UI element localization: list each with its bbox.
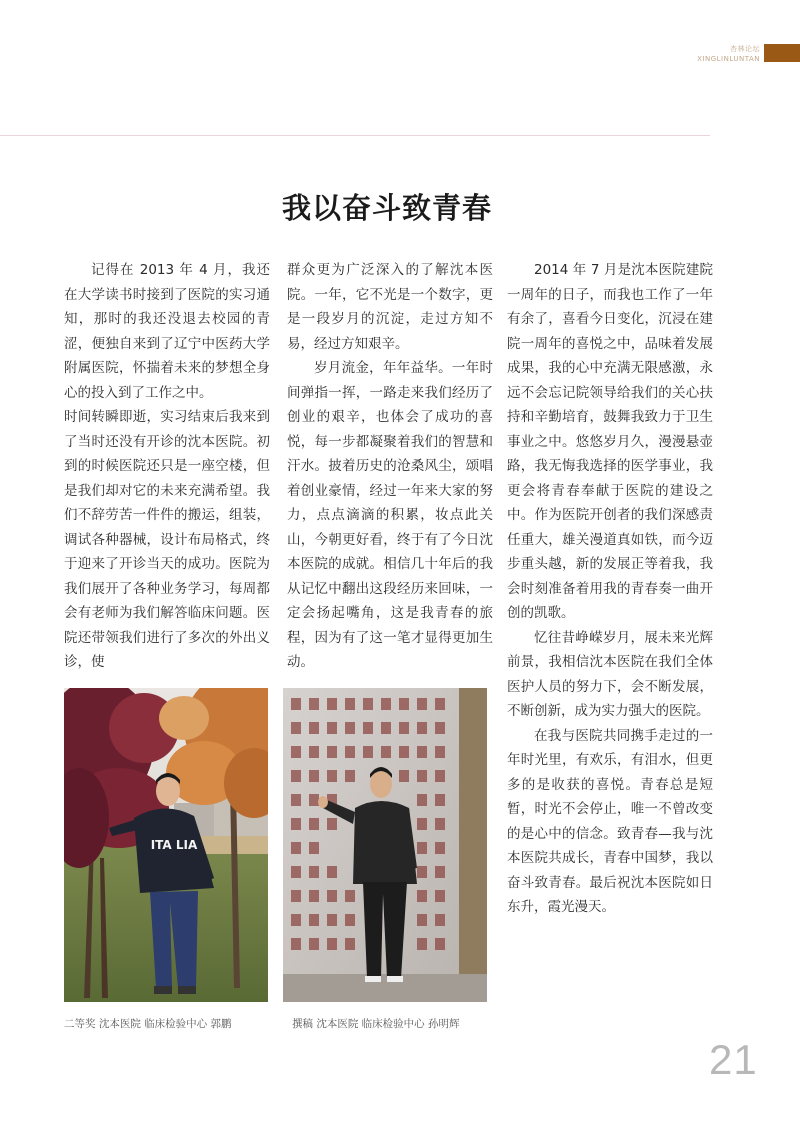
paragraph: 忆往昔峥嵘岁月，展未来光辉前景，我相信沈本医院在我们全体医护人员的努力下，会不断发展，不断创新，成为实力强大的医院。 <box>507 629 713 719</box>
header-divider <box>0 135 710 136</box>
paragraph: 记得在 2013 年 4 月，我还在大学读书时接到了医院的实习通知，那时的我还没退去校园的青涩，便独自来到了辽宁中医药大学附属医院，怀揣着未来的梦想全身心的投入到了工作之中。 <box>64 262 270 401</box>
photo-caption: 二等奖 沈本医院 临床检验中心 郭鹏 <box>64 1018 232 1030</box>
article-column-3 <box>507 258 713 920</box>
section-name-cn: 杏林论坛 <box>730 45 760 53</box>
article-column-2 <box>287 258 493 675</box>
header-accent-bar <box>764 44 800 62</box>
shirt-text: ITA LIA <box>150 838 198 852</box>
page-number: 21 <box>709 1036 758 1083</box>
paragraph: 时间转瞬即逝，实习结束后我来到了当时还没有开诊的沈本医院。初到的时候医院还只是一座空楼，但是我们却对它的未来充满希望。我们不辞劳苦一件件的搬运，组装，调试各种器械，设计布局格式，终于迎来了开诊当天的成功。医院为我们展开了各种业务学习，每周都会有老师为我们解答临床问题。医院还带领我们进行了多次的外出义诊，使 <box>64 409 270 670</box>
article-column-1 <box>64 258 270 675</box>
section-header <box>697 44 760 64</box>
photo-caption: 撰稿 沈本医院 临床检验中心 孙明辉 <box>292 1018 460 1030</box>
section-name-en: XINGLINLUNTAN <box>697 55 760 63</box>
article-title: 我以奋斗致青春 <box>281 191 492 225</box>
paragraph: 群众更为广泛深入的了解沈本医院。一年，它不光是一个数字，更是一段岁月的沉淀，走过方知不易，经过方知艰辛。 <box>287 262 493 352</box>
photo-stone-tablet <box>283 688 487 1002</box>
paragraph: 2014 年 7 月是沈本医院建院一周年的日子，而我也工作了一年有余了，喜看今日变化，沉浸在建院一周年的喜悦之中，品味着发展成果，我的心中充满无限感激，永远不会忘记院领导给我们的关心扶持和辛勤培育，鼓舞我致力于卫生事业之中。悠悠岁月久，漫漫悬壶路，我无悔我选择的医学事业，我更会将青春奉献于医院的建设之中。作为医院开创者的我们深感责任重大，雄关漫道真如铁，而今迈步重头越，新的发展正等着我，我会时刻准备着用我的青春奏一曲开创的凯歌。 <box>507 262 713 621</box>
paragraph: 在我与医院共同携手走过的一年时光里，有欢乐，有泪水，但更多的是收获的喜悦。青春总是短暂，时光不会停止，唯一不曾改变的是心中的信念。致青春—我与沈本医院共成长，青春中国梦，我以奋斗致青春。最后祝沈本医院如日东升，霞光漫天。 <box>507 727 713 915</box>
photo-autumn-trees <box>64 688 268 1002</box>
paragraph: 岁月流金，年年益华。一年时间弹指一挥，一路走来我们经历了创业的艰辛，也体会了成功的喜悦，每一步都凝聚着我们的智慧和汗水。披着历史的沧桑风尘，颂唱着创业豪情，经过一年来大家的努力，点点滴滴的积累，妆点此关山，今朝更好看，终于有了今日沈本医院的成就。相信几十年后的我从记忆中翻出这段经历来回味，一定会扬起嘴角，这是我青春的旅程，因为有了这一笔才显得更加生动。 <box>287 360 493 670</box>
